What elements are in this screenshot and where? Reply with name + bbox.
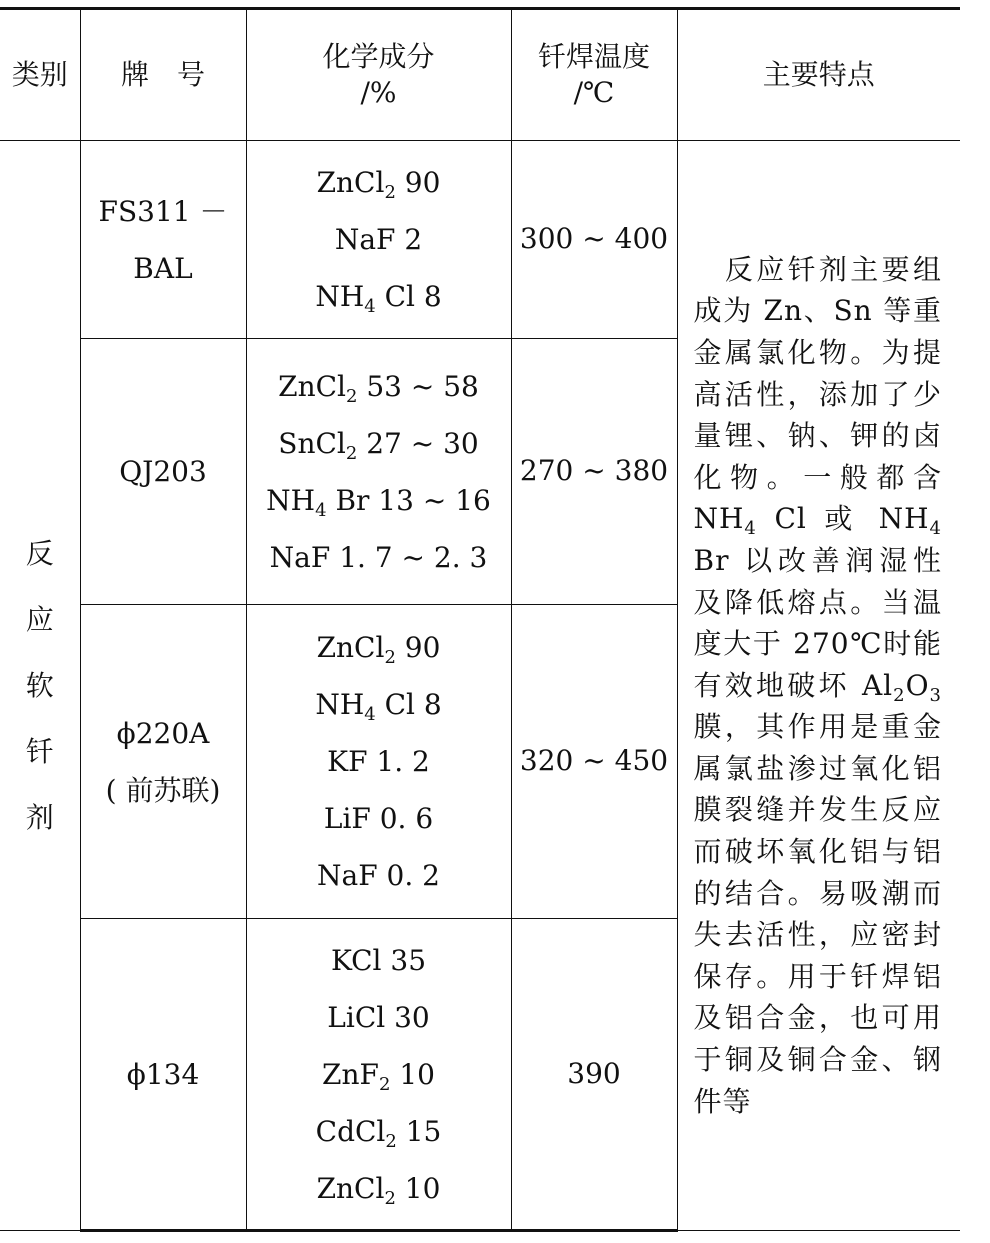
composition-cell — [246, 339, 511, 605]
grade-line: ϕ220A — [116, 716, 210, 750]
header-features: 主要特点 — [677, 9, 960, 141]
category-char: 软 — [25, 668, 54, 702]
header-category: 类别 — [0, 9, 80, 141]
composition-line: ZnCl$_2$ 90 — [316, 166, 441, 203]
header-temperature-line1: 钎焊温度 — [537, 39, 650, 73]
grade-line: FS311 － — [98, 194, 228, 228]
features-cell: 反应钎剂主要组成为 Zn、Sn 等重金属氯化物。为提高活性，添加了少量锂、钠、钾的卤化物。一般都含 $NH_4$ Cl 或 $NH_4$ Br 以改善润湿性及降低熔点。当温度大于 270℃时能有效地破坏 $Al_2O_3$ 膜，其作用是重金属氯盐渗过氧化铝膜裂缝并发生反应而破坏氧化铝与铝的结合。易吸潮而失去活性，应密封保存。用于钎焊铝及铝合金，也可用于铜及铜合金、钢件等 — [677, 141, 960, 1231]
composition-line: $NH_4$ Cl 8 — [315, 688, 442, 725]
composition-line: NaF 2 — [334, 223, 423, 256]
composition-line: ZnCl$_2$ 53 ~ 58 — [278, 369, 479, 407]
temperature-cell: 270 ~ 380 — [511, 339, 677, 605]
category-char: 剂 — [25, 800, 54, 834]
header-row — [0, 9, 960, 141]
header-temperature — [511, 9, 677, 141]
composition-line: ZnCl$_2$ 10 — [316, 1171, 441, 1209]
category-char: 反 — [25, 536, 54, 570]
category-char: 钎 — [25, 734, 54, 768]
header-composition-line2: /% — [360, 76, 397, 109]
table-row — [0, 141, 960, 339]
header-grade: 牌 号 — [80, 9, 246, 141]
category-char: 应 — [25, 602, 54, 636]
composition-line: KCl 35 — [330, 943, 427, 977]
composition-line: LiF 0. 6 — [323, 802, 434, 835]
composition-cell — [246, 141, 511, 339]
composition-line: KF 1. 2 — [327, 745, 430, 778]
header-composition — [246, 9, 511, 141]
grade-cell — [80, 919, 246, 1231]
composition-cell — [246, 605, 511, 919]
composition-line: NaF 1. 7 ~ 2. 3 — [269, 540, 488, 574]
grade-line: QJ203 — [119, 455, 207, 488]
composition-cell — [246, 919, 511, 1231]
grade-line: ϕ134 — [126, 1057, 200, 1091]
composition-line: NaF 0. 2 — [317, 859, 440, 892]
composition-line: ZnF$_2$ 10 — [322, 1057, 435, 1095]
composition-line: $NH_4$ Cl 8 — [315, 280, 442, 317]
grade-line: BAL — [133, 251, 193, 285]
composition-line: CdCl$_2$ 15 — [315, 1114, 442, 1152]
composition-line: LiCl 30 — [327, 1000, 430, 1034]
flux-table — [0, 7, 960, 1232]
temperature-cell: 320 ~ 450 — [511, 605, 677, 919]
header-composition-line1: 化学成分 — [322, 39, 435, 73]
grade-cell — [80, 339, 246, 605]
grade-line: ( 前苏联) — [105, 773, 221, 807]
composition-line: $NH_4$ Br 13 ~ 16 — [266, 483, 491, 521]
category-cell — [0, 141, 80, 1231]
header-temperature-line2: /℃ — [573, 76, 615, 109]
grade-cell — [80, 141, 246, 339]
grade-cell — [80, 605, 246, 919]
composition-line: ZnCl$_2$ 90 — [316, 631, 441, 668]
composition-line: SnCl$_2$ 27 ~ 30 — [278, 426, 479, 464]
temperature-cell: 300 ~ 400 — [511, 141, 677, 339]
temperature-cell: 390 — [511, 919, 677, 1231]
